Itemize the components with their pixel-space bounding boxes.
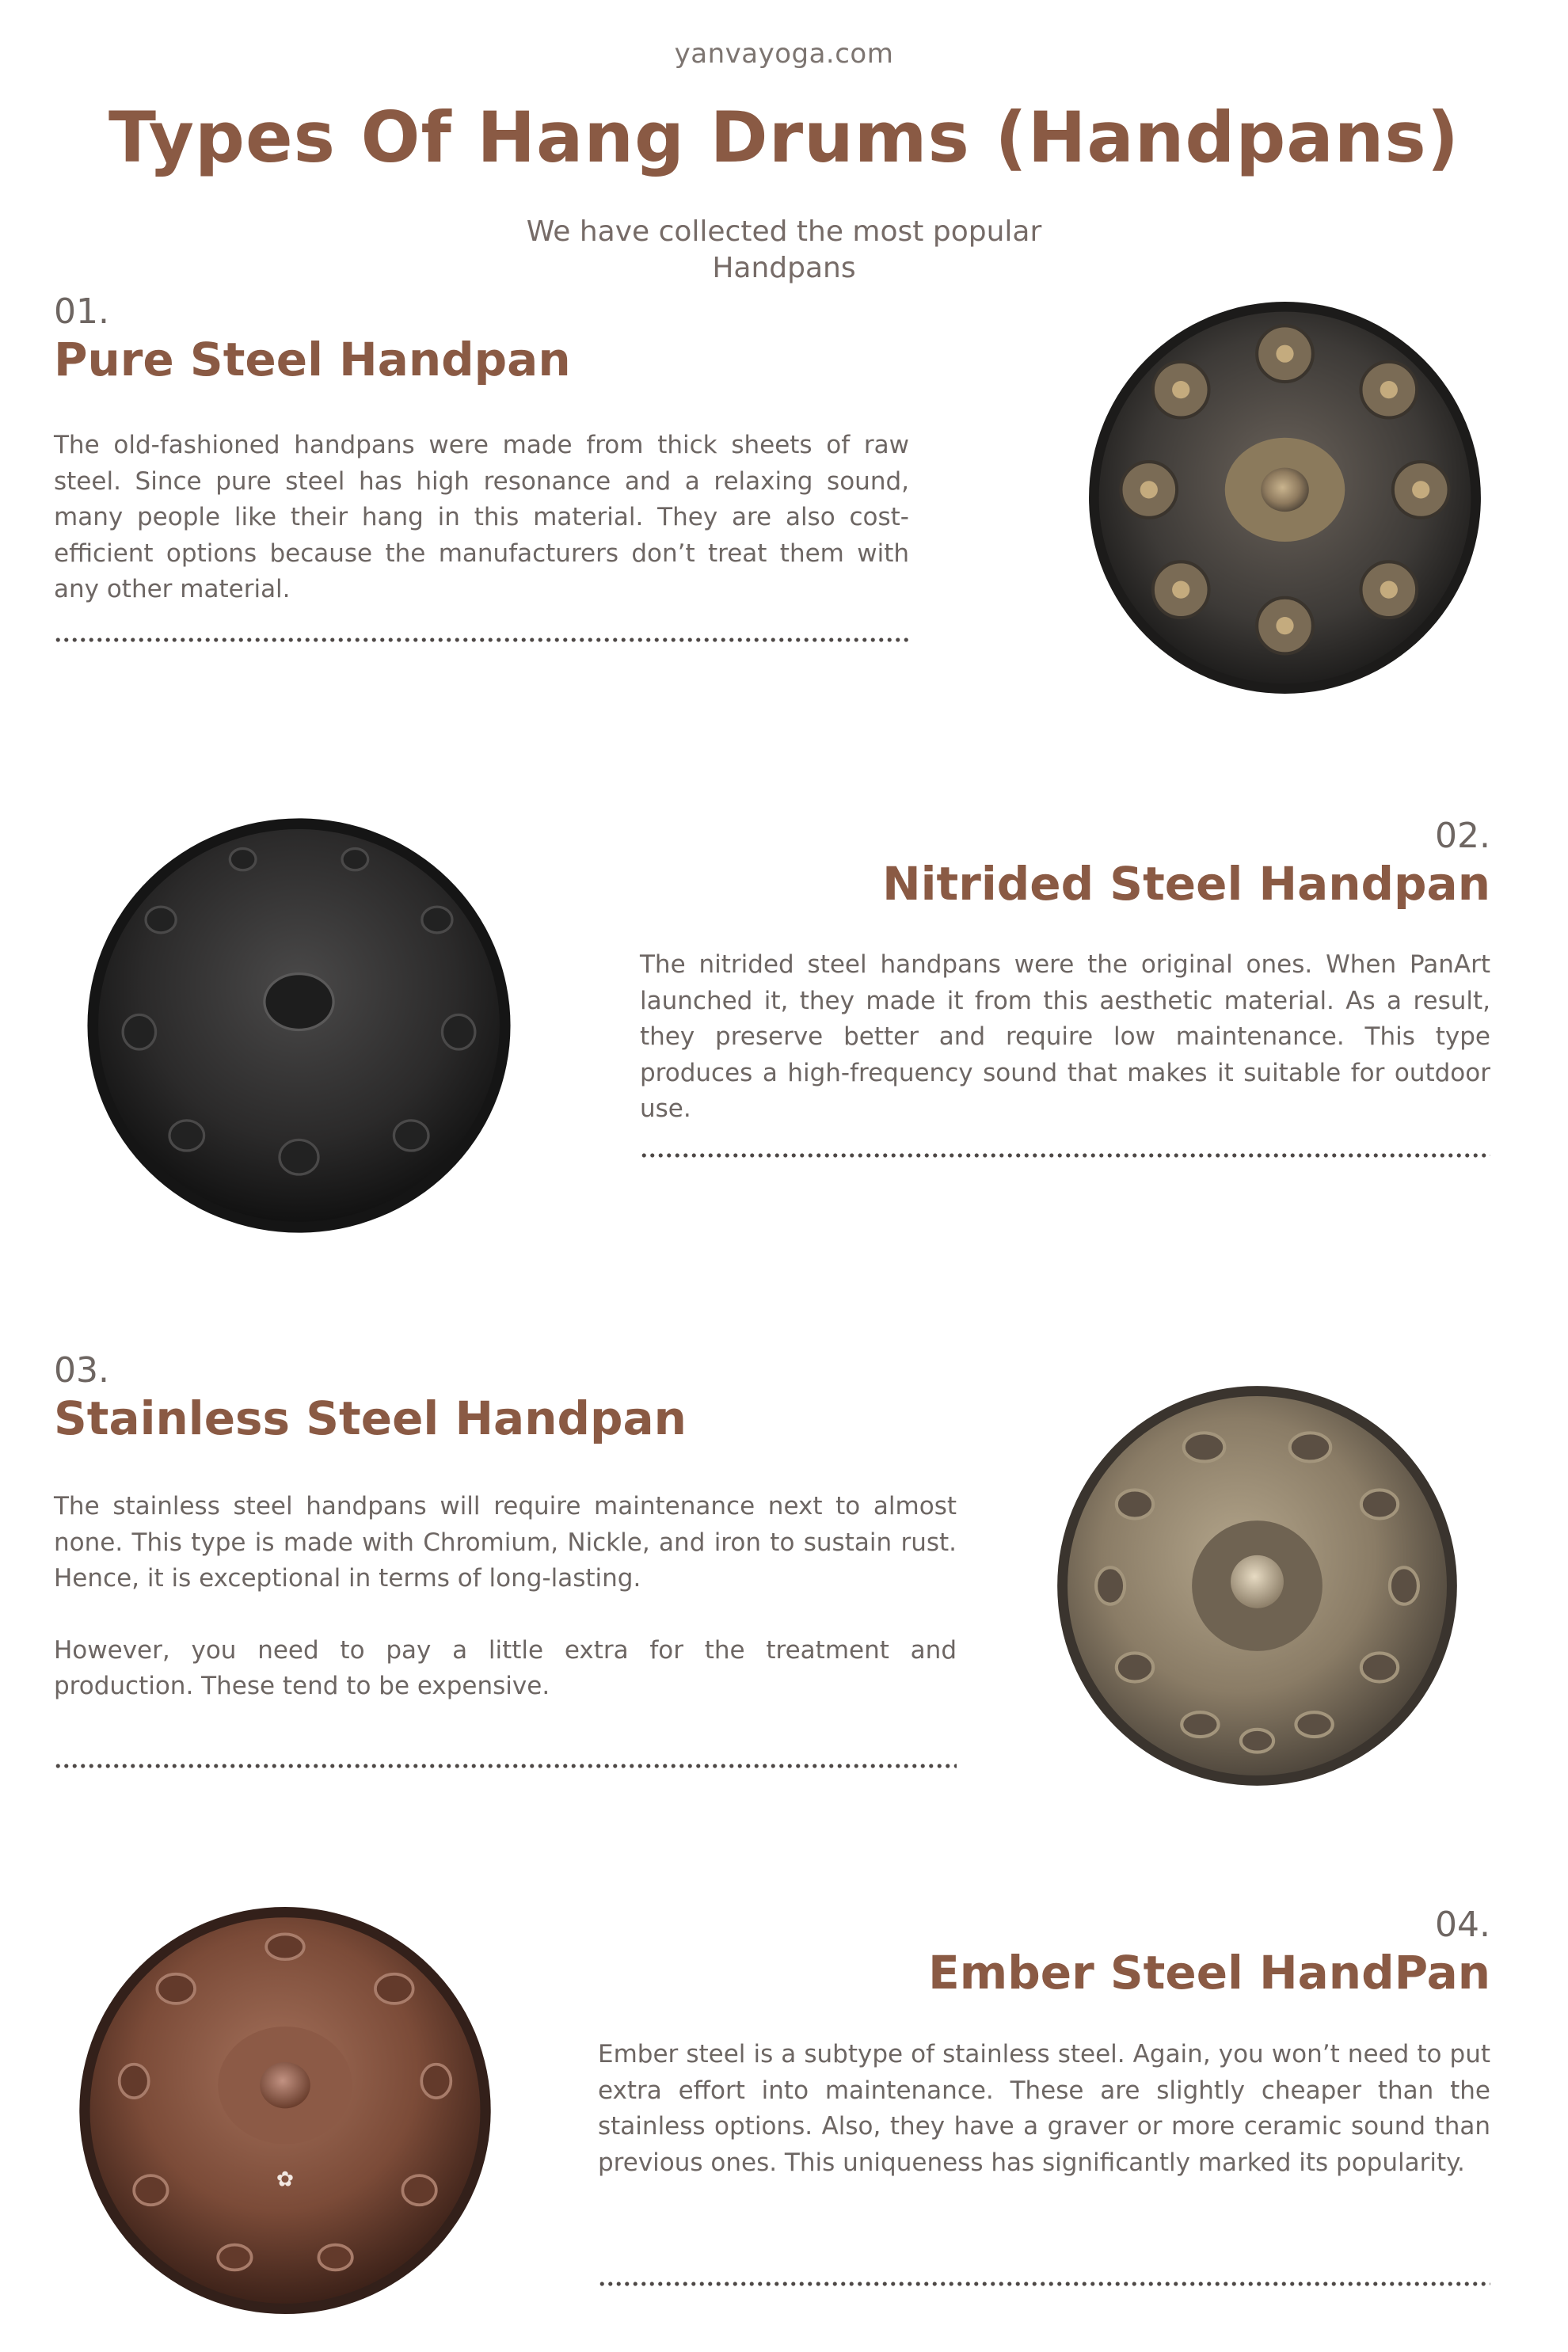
subtitle-line-2: Handpans	[712, 252, 856, 284]
section-2-body	[640, 947, 1490, 1128]
stainless-steel-handpan-image	[1053, 1382, 1461, 1790]
pure-steel-handpan-image	[1085, 298, 1485, 698]
section-4-heading: Ember Steel HandPan	[928, 1946, 1490, 2000]
section-3-number: 03.	[54, 1350, 109, 1391]
section-1-paragraph: The old-fashioned handpans were made from thick sheets of raw steel. Since pure steel has high resonance and a relaxing sound, many people like their hang in this material. They are also cost-efficient options because the manufacturers don’t treat them with any other material.	[54, 431, 909, 603]
section-2-dotted-divider	[640, 1153, 1490, 1158]
section-3-paragraph-1: The stainless steel handpans will require maintenance next to almost none. This type is made with Chromium, Nickle, and iron to sustain rust. Hence, it is exceptional in terms of long-lasting.	[54, 1492, 957, 1593]
subtitle-line-1: We have collected the most popular	[526, 215, 1042, 248]
page-subtitle	[467, 214, 1101, 287]
ember-steel-handpan-image	[75, 1905, 495, 2316]
svg-text:✿: ✿	[276, 2167, 295, 2192]
section-4-dotted-divider	[598, 2282, 1490, 2286]
section-3-heading: Stainless Steel Handpan	[54, 1391, 687, 1445]
section-2-number: 02.	[1435, 816, 1490, 856]
site-name: yanvayoga.com	[674, 38, 894, 70]
section-3-body	[54, 1489, 957, 1705]
nitrided-steel-handpan-image	[83, 816, 515, 1235]
section-1-heading: Pure Steel Handpan	[54, 333, 571, 386]
section-2-heading: Nitrided Steel Handpan	[882, 857, 1490, 911]
section-1-number: 01.	[54, 291, 109, 332]
section-1-body	[54, 428, 909, 608]
section-3-paragraph-2: However, you need to pay a little extra for the treatment and production. These tend to be expensive.	[54, 1635, 957, 1700]
section-4-number: 04.	[1435, 1905, 1490, 1945]
section-3-dotted-divider	[54, 1764, 957, 1768]
section-4-body	[598, 2037, 1490, 2181]
section-1-dotted-divider	[54, 637, 909, 642]
section-4-paragraph: Ember steel is a subtype of stainless steel. Again, you won’t need to put extra effort into maintenance. These are slightly cheaper than the stainless options. Also, they have a graver or more ceramic sound than previous ones. This uniqueness has significantly marked its popularity.	[598, 2040, 1490, 2177]
section-2-paragraph: The nitrided steel handpans were the original ones. When PanArt launched it, they made it from this aesthetic material. As a result, they preserve better and require low maintenance. This type produces a high-frequency sound that makes it suitable for outdoor use.	[640, 950, 1490, 1123]
page-title: Types Of Hang Drums (Handpans)	[108, 97, 1460, 178]
